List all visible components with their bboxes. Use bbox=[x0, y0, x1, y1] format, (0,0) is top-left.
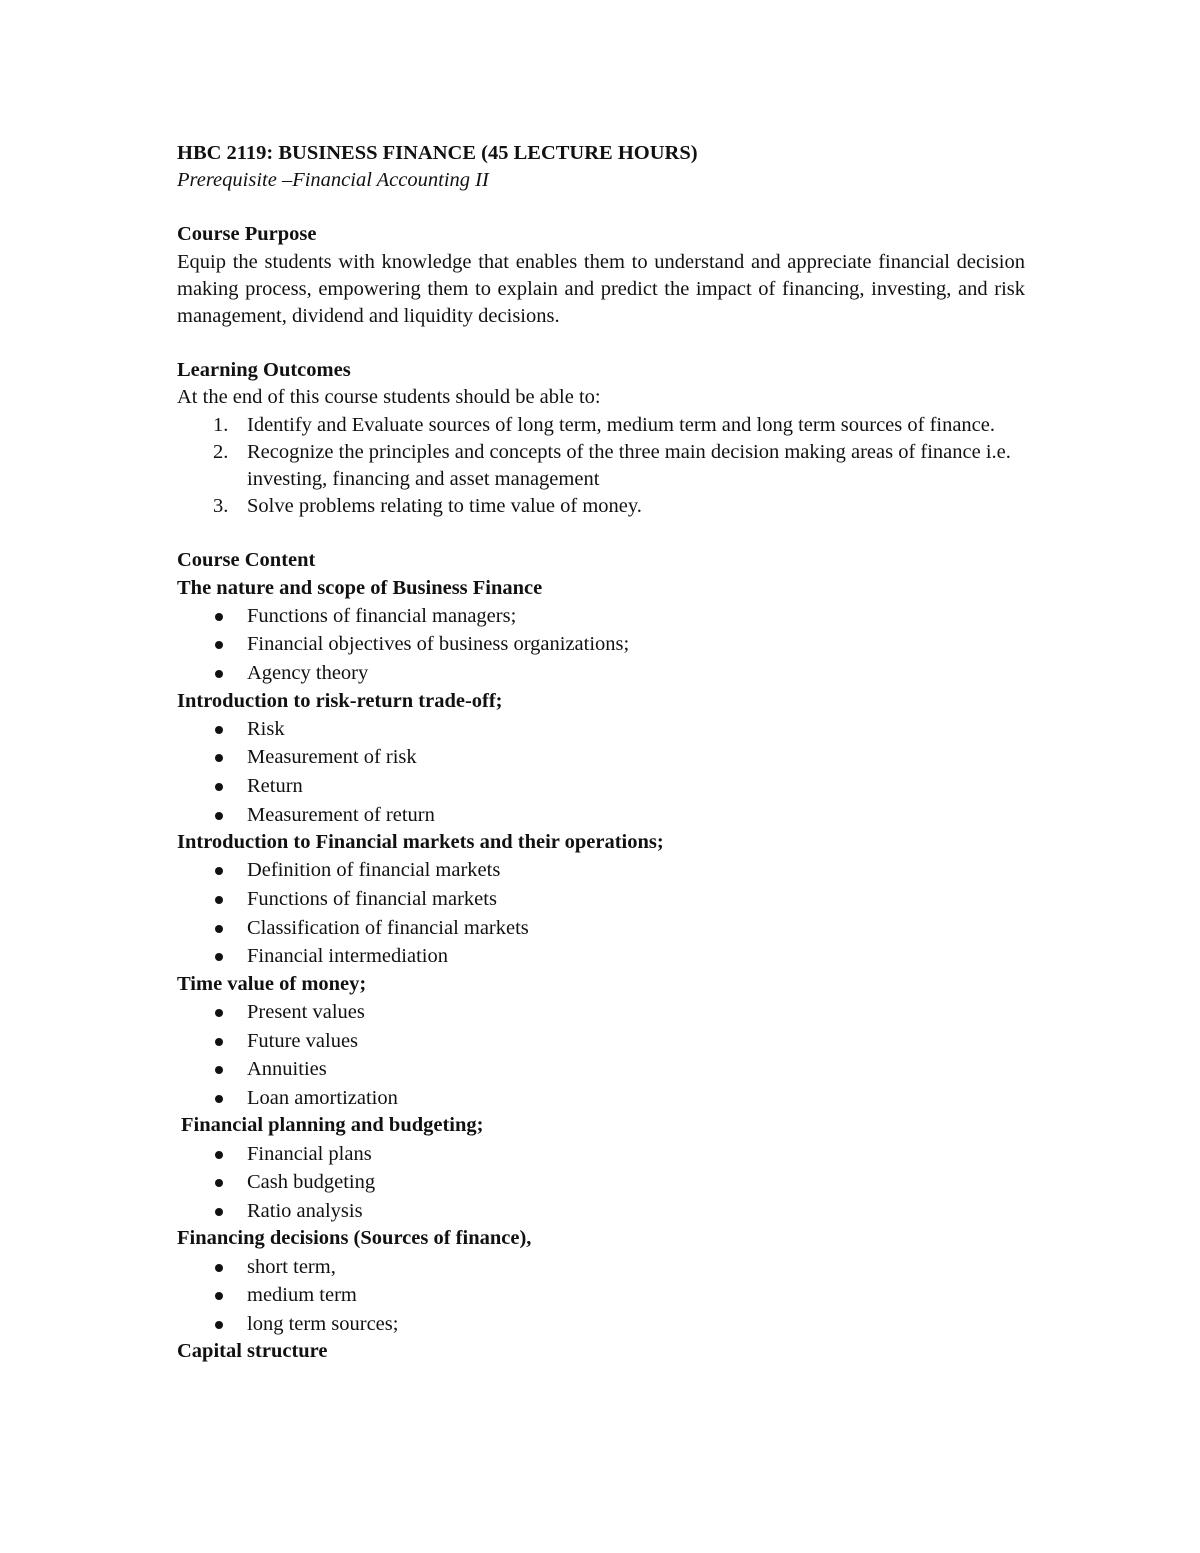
outcome-text: Identify and Evaluate sources of long term, medium term and long term sources of finance. bbox=[247, 413, 996, 436]
list-item bbox=[177, 1310, 1025, 1339]
content-section-title: The nature and scope of Business Finance bbox=[177, 576, 543, 599]
content-section-title: Financing decisions (Sources of finance), bbox=[177, 1227, 532, 1250]
learning-outcomes-list bbox=[177, 412, 1025, 521]
list-item-text: Future values bbox=[247, 1029, 359, 1052]
bullet-icon bbox=[215, 670, 223, 678]
learning-outcomes-heading: Learning Outcomes bbox=[177, 359, 351, 382]
bullet-icon bbox=[215, 1208, 223, 1216]
outcome-item bbox=[177, 439, 1025, 493]
bullet-icon bbox=[215, 641, 223, 649]
bullet-icon bbox=[215, 1264, 223, 1272]
outcome-item bbox=[177, 412, 1025, 439]
list-item-text: Return bbox=[247, 775, 303, 798]
bullet-icon bbox=[215, 1179, 223, 1187]
outcome-number: 3. bbox=[213, 495, 229, 518]
bullet-icon bbox=[215, 812, 223, 820]
content-section-list bbox=[177, 715, 1025, 829]
list-item-text: short term, bbox=[247, 1255, 336, 1278]
bullet-icon bbox=[215, 754, 223, 762]
list-item-text: Financial intermediation bbox=[247, 945, 448, 968]
list-item bbox=[177, 743, 1025, 772]
course-title: HBC 2119: BUSINESS FINANCE (45 LECTURE HOURS) bbox=[177, 142, 698, 164]
list-item bbox=[177, 1027, 1025, 1056]
bullet-icon bbox=[215, 896, 223, 904]
list-item-text: Functions of financial managers; bbox=[247, 604, 517, 627]
outcome-number: 2. bbox=[213, 440, 229, 463]
list-item-text: Measurement of risk bbox=[247, 746, 417, 769]
list-item bbox=[177, 885, 1025, 914]
list-item-text: Classification of financial markets bbox=[247, 916, 529, 939]
bullet-icon bbox=[215, 613, 223, 621]
list-item-text: Financial plans bbox=[247, 1142, 372, 1165]
list-item-text: Measurement of return bbox=[247, 803, 435, 826]
bullet-icon bbox=[215, 1038, 223, 1046]
bullet-icon bbox=[215, 953, 223, 961]
bullet-icon bbox=[215, 925, 223, 933]
list-item-text: Present values bbox=[247, 1000, 365, 1023]
bullet-icon bbox=[215, 867, 223, 875]
list-item bbox=[177, 1084, 1025, 1113]
list-item-text: Financial objectives of business organizations; bbox=[247, 633, 630, 656]
list-item-text: medium term bbox=[247, 1284, 357, 1307]
course-purpose-text: Equip the students with knowledge that enables them to understand and appreciate financial decision making process, empowering them to explain and predict the impact of financing, investing, and risk management, dividend and liquidity decisions. bbox=[177, 250, 1025, 328]
list-item-text: long term sources; bbox=[247, 1312, 399, 1335]
list-item bbox=[177, 1197, 1025, 1226]
bullet-icon bbox=[215, 1009, 223, 1017]
list-item-text: Functions of financial markets bbox=[247, 888, 497, 910]
list-item bbox=[177, 942, 1025, 971]
content-section-list bbox=[177, 1253, 1025, 1339]
content-section-title: Time value of money; bbox=[177, 972, 367, 995]
list-item-text: Loan amortization bbox=[247, 1086, 398, 1109]
list-item-text: Cash budgeting bbox=[247, 1171, 376, 1194]
bullet-icon bbox=[215, 1321, 223, 1329]
list-item bbox=[177, 1281, 1025, 1310]
outcome-text: Solve problems relating to time value of money. bbox=[247, 495, 642, 518]
content-section-list bbox=[177, 1140, 1025, 1226]
course-prerequisite: Prerequisite –Financial Accounting II bbox=[177, 169, 489, 192]
learning-outcomes-intro: At the end of this course students should be able to: bbox=[177, 386, 601, 409]
content-section-list bbox=[177, 998, 1025, 1112]
list-item bbox=[177, 1055, 1025, 1084]
content-section-title: Introduction to risk-return trade-off; bbox=[177, 689, 503, 712]
course-content-heading: Course Content bbox=[177, 549, 316, 572]
bullet-icon bbox=[215, 1066, 223, 1074]
bullet-icon bbox=[215, 1151, 223, 1159]
document-page bbox=[177, 140, 1025, 1366]
course-purpose-heading: Course Purpose bbox=[177, 223, 317, 246]
content-section-title: Capital structure bbox=[177, 1340, 328, 1363]
bullet-icon bbox=[215, 1095, 223, 1103]
outcome-number: 1. bbox=[213, 413, 229, 436]
list-item bbox=[177, 801, 1025, 830]
list-item bbox=[177, 1140, 1025, 1169]
content-section-list bbox=[177, 602, 1025, 688]
content-section-title: Financial planning and budgeting; bbox=[181, 1114, 484, 1137]
list-item-text: Risk bbox=[247, 717, 285, 740]
list-item bbox=[177, 630, 1025, 659]
list-item bbox=[177, 914, 1025, 943]
list-item-text: Agency theory bbox=[247, 662, 369, 685]
list-item bbox=[177, 659, 1025, 688]
list-item bbox=[177, 998, 1025, 1027]
list-item-text: Annuities bbox=[247, 1058, 327, 1081]
list-item bbox=[177, 772, 1025, 801]
outcome-text: Recognize the principles and concepts of the three main decision making areas of finance i.e. investing, financing and asset management bbox=[247, 440, 1011, 491]
list-item-text: Definition of financial markets bbox=[247, 859, 501, 882]
bullet-icon bbox=[215, 1292, 223, 1300]
list-item bbox=[177, 1168, 1025, 1197]
bullet-icon bbox=[215, 726, 223, 734]
list-item-text: Ratio analysis bbox=[247, 1199, 363, 1222]
list-item bbox=[177, 1253, 1025, 1282]
bullet-icon bbox=[215, 783, 223, 791]
outcome-item bbox=[177, 493, 1025, 520]
list-item bbox=[177, 715, 1025, 744]
content-section-title: Introduction to Financial markets and their operations; bbox=[177, 831, 664, 854]
list-item bbox=[177, 856, 1025, 885]
list-item bbox=[177, 602, 1025, 631]
content-section-list bbox=[177, 856, 1025, 970]
